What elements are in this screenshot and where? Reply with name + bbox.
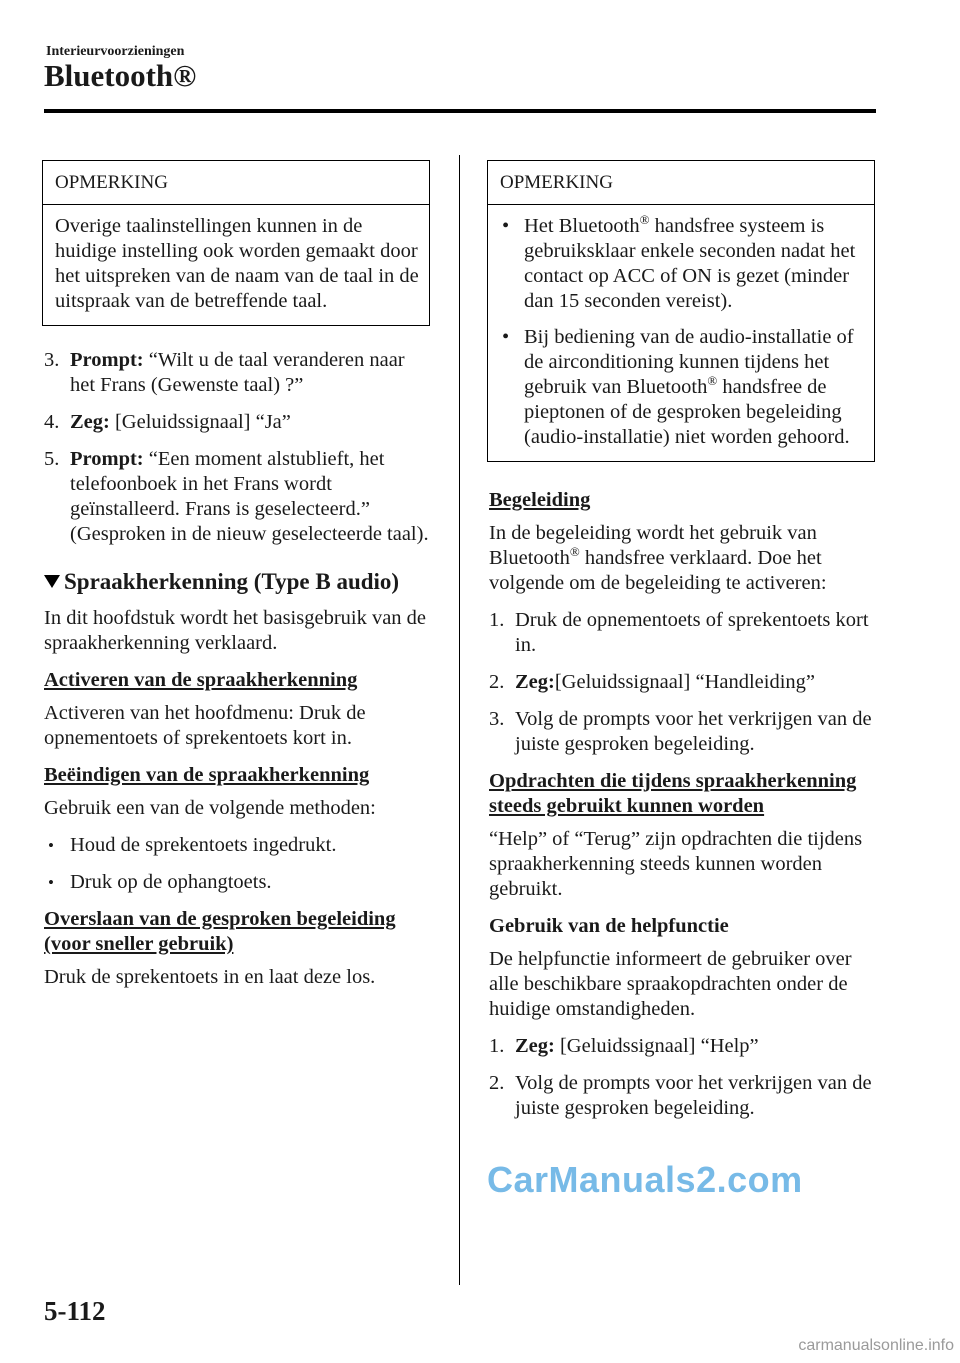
page-number: 5-112	[44, 1296, 106, 1326]
list-item: • Houd de sprekentoets ingedrukt.	[44, 833, 432, 858]
guide-text	[489, 521, 877, 596]
note-bullet-text: handsfree de pieptonen of de gesproken begeleiding (audio-installatie) niet worden gehoord.	[524, 376, 850, 448]
section-intro: In dit hoofdstuk wordt het basisgebruik van de spraakherkenning verklaard.	[44, 607, 427, 654]
help-step-1	[489, 1034, 877, 1059]
step-4	[44, 410, 432, 435]
step-5	[44, 447, 432, 547]
step-number: 1.	[489, 609, 505, 631]
language-steps	[44, 348, 432, 547]
registered-mark: ®	[639, 212, 650, 228]
note-heading: OPMERKING	[488, 161, 874, 205]
subheading-guide: Begeleiding	[489, 489, 591, 511]
commands-text: “Help” of “Terug” zijn opdrachten die tijdens spraakherkenning steeds kunnen worden gebruikt.	[489, 828, 863, 900]
chapter-label: Interieurvoorzieningen	[46, 44, 185, 59]
step-text: “Wilt u de taal veranderen naar het Frans (Gewenste taal) ?”	[70, 349, 405, 396]
registered-mark: ®	[707, 373, 718, 389]
registered-mark: ®	[569, 544, 580, 560]
step-label: Zeg:	[515, 1035, 555, 1057]
note-bullet-text: Het Bluetooth	[524, 215, 640, 237]
step-number: 3.	[489, 708, 505, 730]
page-title: Bluetooth®	[44, 58, 197, 93]
step-number: 1.	[489, 1035, 505, 1057]
note-text: Overige taalinstellingen kunnen in de huidige instelling ook worden gemaakt door het uitspreken van de naam van de taal in de uitspraak van de betreffende taal.	[55, 215, 419, 312]
subheading-commands: Opdrachten die tijdens spraakherkenning steeds gebruikt kunnen worden	[489, 770, 857, 817]
step-number: 4.	[44, 411, 60, 433]
step-text: “Een moment alstublieft, het telefoonboek in het Frans wordt geïnstalleerd. Frans is geselecteerd.” (Gesproken in de nieuw geselecteerde taal).	[70, 448, 429, 545]
help-steps	[489, 1034, 877, 1121]
guide-step-2	[489, 670, 877, 695]
section-heading	[44, 569, 432, 594]
step-text: [Geluidssignaal] “Ja”	[109, 411, 291, 433]
end-text: Gebruik een van de volgende methoden:	[44, 797, 376, 819]
subheading-end: Beëindigen van de spraakherkenning	[44, 764, 370, 786]
watermark-carmanualsonline: carmanualsonline.info	[798, 1337, 954, 1354]
note-box-bluetooth	[487, 160, 875, 462]
note-bullet-1	[500, 214, 864, 314]
note-bullet-text: handsfree systeem is gebruiksklaar enkele seconden nadat het contact op ACC of ON is gezet (minder dan 15 seconden vereist).	[524, 215, 856, 312]
watermark-carmanuals2: CarManuals2.com	[487, 1159, 803, 1200]
help-heading: Gebruik van de helpfunctie	[489, 915, 729, 937]
step-text: Volg de prompts voor het verkrijgen van de juiste gesproken begeleiding.	[515, 708, 872, 755]
step-label: Zeg:	[70, 411, 110, 433]
subheading-skip: Overslaan van de gesproken begeleiding (voor sneller gebruik)	[44, 908, 396, 955]
note-bullets	[500, 214, 864, 450]
skip-text: Druk de sprekentoets in en laat deze los.	[44, 966, 376, 988]
step-text: Volg de prompts voor het verkrijgen van de juiste gesproken begeleiding.	[515, 1072, 872, 1119]
note-body	[43, 205, 429, 325]
note-heading: OPMERKING	[43, 161, 429, 205]
triangle-marker-icon	[44, 575, 60, 588]
step-number: 5.	[44, 448, 60, 470]
step-number: 2.	[489, 671, 505, 693]
guide-text-part: In de begeleiding wordt het gebruik van Bluetooth	[489, 522, 817, 569]
step-label: Prompt:	[70, 349, 144, 371]
end-methods-list	[44, 833, 432, 895]
step-3	[44, 348, 432, 398]
help-step-2	[489, 1071, 877, 1121]
list-item: • Druk op de ophangtoets.	[44, 870, 432, 895]
guide-step-3	[489, 707, 877, 757]
activate-text: Activeren van het hoofdmenu: Druk de opnementoets of sprekentoets kort in.	[44, 702, 366, 749]
right-column	[489, 160, 877, 1133]
left-column	[44, 160, 432, 1002]
step-text: [Geluidssignaal] “Help”	[554, 1035, 759, 1057]
header-rule	[44, 109, 876, 113]
guide-steps	[489, 608, 877, 757]
guide-step-1	[489, 608, 877, 658]
step-number: 3.	[44, 349, 60, 371]
step-text: [Geluidssignaal] “Handleiding”	[554, 671, 816, 693]
step-label: Prompt:	[70, 448, 144, 470]
step-label: Zeg:	[515, 671, 555, 693]
column-divider	[459, 155, 460, 1285]
note-bullet-2	[500, 325, 864, 450]
note-box-language	[42, 160, 430, 326]
step-number: 2.	[489, 1072, 505, 1094]
section-title: Spraakherkenning (Type B audio)	[64, 569, 400, 594]
note-body	[488, 205, 874, 461]
guide-text-part: handsfree verklaard. Doe het volgende om de begeleiding te activeren:	[489, 547, 827, 594]
subheading-activate: Activeren van de spraakherkenning	[44, 669, 358, 691]
help-text: De helpfunctie informeert de gebruiker over alle beschikbare spraakopdrachten onder de huidige omstandigheden.	[489, 948, 852, 1020]
note-bullet-text: Bij bediening van de audio-installatie of de airconditioning kunnen tijdens het gebruik van Bluetooth	[524, 326, 854, 398]
step-text: Druk de opnementoets of sprekentoets kort in.	[515, 609, 869, 656]
